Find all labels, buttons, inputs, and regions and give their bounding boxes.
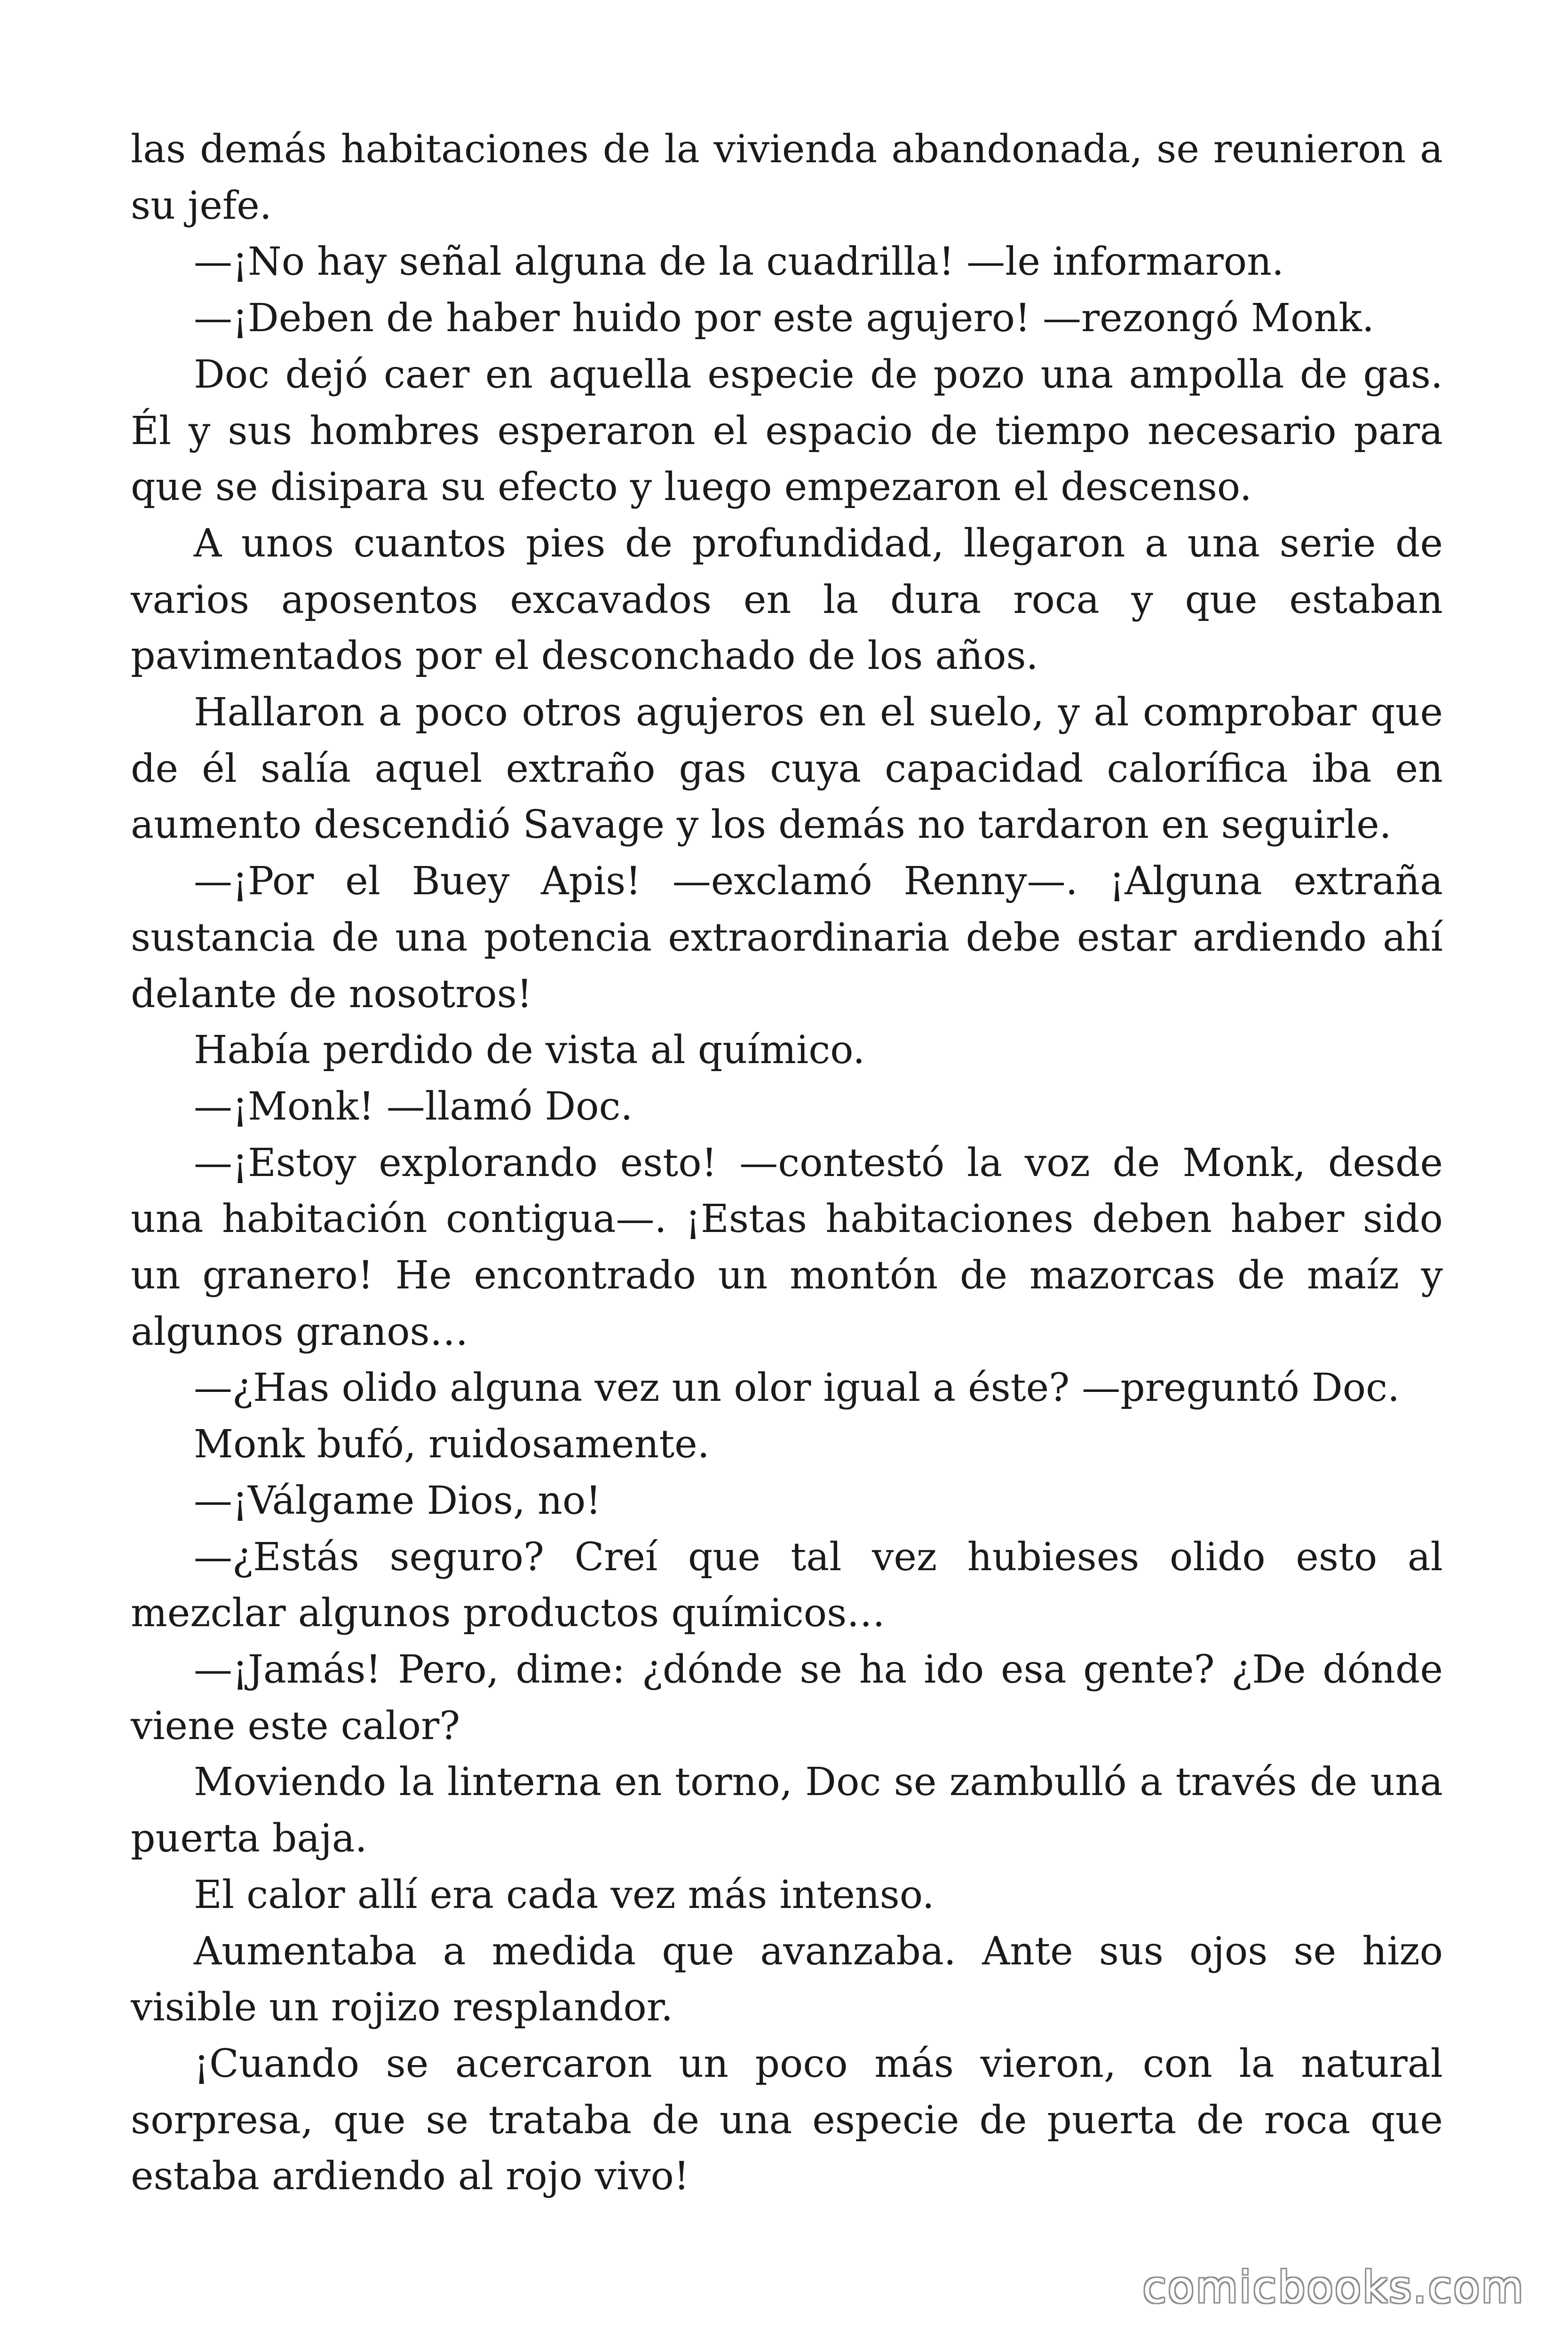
paragraph: —¡Monk! —llamó Doc. (194, 1084, 633, 1129)
paragraph: Había perdido de vista al químico. (194, 1028, 865, 1073)
paragraph: las demás habitaciones de la vivienda abandonada, se reunieron a su jefe. (131, 127, 1443, 228)
paragraph: —¿Estás seguro? Creí que tal vez hubieses olido esto al mezclar algunos productos químicos… (131, 1534, 1443, 1636)
paragraph: Hallaron a poco otros agujeros en el suelo, y al comprobar que de él salía aquel extraño gas cuya capacidad calorífica iba en aumento descendió Savage y los demás no tardaron en seguirle. (131, 690, 1443, 848)
paragraph: —¡No hay señal alguna de la cuadrilla! —le informaron. (194, 239, 1284, 285)
paragraph: —¡Estoy explorando esto! —contestó la voz de Monk, desde una habitación contigua—. ¡Estas habitaciones deben haber sido un granero! He encontrado un montón de mazorcas de maíz y algunos granos… (131, 1140, 1443, 1354)
paragraph: Monk bufó, ruidosamente. (194, 1422, 710, 1467)
paragraph: —¿Has olido alguna vez un olor igual a éste? —preguntó Doc. (194, 1366, 1400, 1411)
paragraph: Aumentaba a medida que avanzaba. Ante sus ojos se hizo visible un rojizo resplandor. (131, 1929, 1443, 2030)
paragraph: —¡Válgame Dios, no! (194, 1478, 602, 1523)
paragraph: Moviendo la linterna en torno, Doc se zambulló a través de una puerta baja. (131, 1760, 1443, 1861)
paragraph: —¡Jamás! Pero, dime: ¿dónde se ha ido esa gente? ¿De dónde viene este calor? (131, 1647, 1443, 1748)
paragraph: —¡Deben de haber huido por este agujero! —rezongó Monk. (194, 296, 1374, 341)
paragraph: ¡Cuando se acercaron un poco más vieron, con la natural sorpresa, que se trataba de una especie de puerta de roca que estaba ardiendo al rojo vivo! (131, 2041, 1443, 2199)
paragraph: El calor allí era cada vez más intenso. (194, 1872, 934, 1917)
watermark: comicbooks.com (1142, 2262, 1525, 2312)
page-body-text (131, 121, 1443, 2205)
paragraph: A unos cuantos pies de profundidad, llegaron a una serie de varios aposentos excavados en la dura roca y que estaban pavimentados por el desconchado de los años. (131, 521, 1443, 679)
paragraph: —¡Por el Buey Apis! —exclamó Renny—. ¡Alguna extraña sustancia de una potencia extraordinaria debe estar ardiendo ahí delante de nosotros! (131, 859, 1443, 1017)
paragraph: Doc dejó caer en aquella especie de pozo una ampolla de gas. Él y sus hombres esperaron el espacio de tiempo necesario para que se disipara su efecto y luego empezaron el descenso. (131, 352, 1443, 510)
